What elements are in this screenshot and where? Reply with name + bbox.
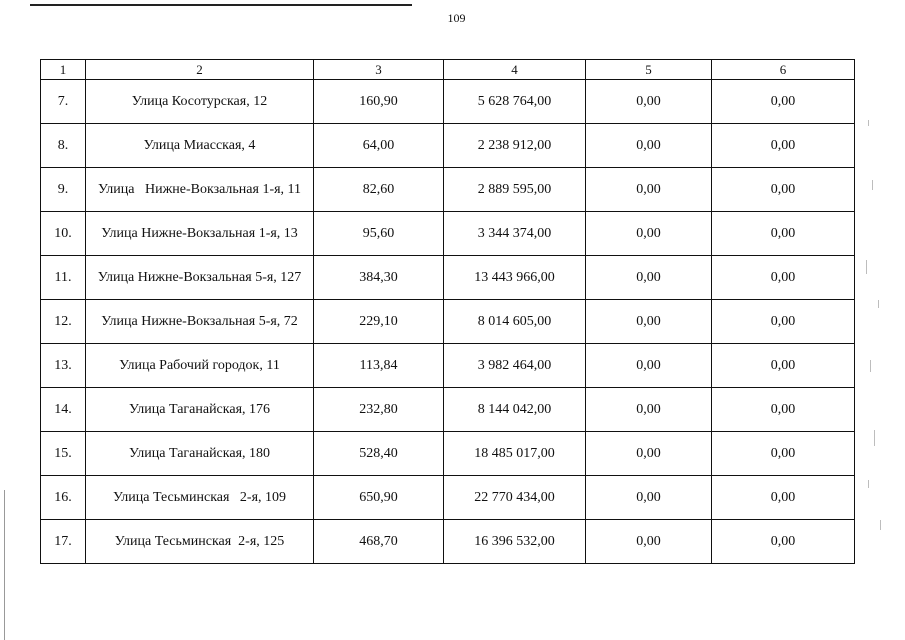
col6-cell: 0,00	[712, 168, 855, 212]
col5-cell: 0,00	[586, 520, 712, 564]
value-cell: 2 889 595,00	[444, 168, 586, 212]
table-row	[41, 124, 855, 168]
area-cell: 384,30	[314, 256, 444, 300]
value-cell: 8 144 042,00	[444, 388, 586, 432]
scan-mark	[874, 430, 875, 446]
scan-mark	[880, 520, 881, 530]
scan-mark	[868, 120, 869, 126]
value-cell: 13 443 966,00	[444, 256, 586, 300]
data-table	[40, 59, 855, 564]
area-cell: 229,10	[314, 300, 444, 344]
col6-cell: 0,00	[712, 344, 855, 388]
address-cell: Улица Рабочий городок, 11	[86, 344, 314, 388]
address-cell: Улица Нижне-Вокзальная 1-я, 13	[86, 212, 314, 256]
table-body	[41, 80, 855, 564]
header-row	[41, 60, 855, 80]
table-row	[41, 168, 855, 212]
col5-cell: 0,00	[586, 124, 712, 168]
address-cell: Улица Тесьминская 2-я, 109	[86, 476, 314, 520]
col5-cell: 0,00	[586, 80, 712, 124]
area-cell: 468,70	[314, 520, 444, 564]
row-number-cell: 8.	[41, 124, 86, 168]
area-cell: 160,90	[314, 80, 444, 124]
column-header: 3	[314, 60, 444, 80]
address-cell: Улица Миасская, 4	[86, 124, 314, 168]
area-cell: 95,60	[314, 212, 444, 256]
value-cell: 18 485 017,00	[444, 432, 586, 476]
address-cell: Улица Нижне-Вокзальная 5-я, 72	[86, 300, 314, 344]
value-cell: 8 014 605,00	[444, 300, 586, 344]
area-cell: 232,80	[314, 388, 444, 432]
col6-cell: 0,00	[712, 520, 855, 564]
table-row	[41, 212, 855, 256]
row-number-cell: 10.	[41, 212, 86, 256]
address-cell: Улица Косотурская, 12	[86, 80, 314, 124]
column-header: 1	[41, 60, 86, 80]
col6-cell: 0,00	[712, 432, 855, 476]
scan-mark	[868, 480, 869, 488]
address-cell: Улица Нижне-Вокзальная 5-я, 127	[86, 256, 314, 300]
scan-mark	[866, 260, 867, 274]
col5-cell: 0,00	[586, 212, 712, 256]
col5-cell: 0,00	[586, 300, 712, 344]
table-row	[41, 80, 855, 124]
col5-cell: 0,00	[586, 388, 712, 432]
area-cell: 650,90	[314, 476, 444, 520]
table-row	[41, 476, 855, 520]
row-number-cell: 9.	[41, 168, 86, 212]
col6-cell: 0,00	[712, 212, 855, 256]
column-header: 4	[444, 60, 586, 80]
table-row	[41, 520, 855, 564]
value-cell: 3 344 374,00	[444, 212, 586, 256]
table-row	[41, 388, 855, 432]
value-cell: 22 770 434,00	[444, 476, 586, 520]
row-number-cell: 17.	[41, 520, 86, 564]
column-header: 6	[712, 60, 855, 80]
row-number-cell: 15.	[41, 432, 86, 476]
value-cell: 5 628 764,00	[444, 80, 586, 124]
row-number-cell: 7.	[41, 80, 86, 124]
row-number-cell: 16.	[41, 476, 86, 520]
value-cell: 3 982 464,00	[444, 344, 586, 388]
table-row	[41, 432, 855, 476]
scan-mark	[878, 300, 879, 308]
col6-cell: 0,00	[712, 476, 855, 520]
row-number-cell: 11.	[41, 256, 86, 300]
scan-mark	[870, 360, 871, 372]
col5-cell: 0,00	[586, 432, 712, 476]
col5-cell: 0,00	[586, 168, 712, 212]
row-number-cell: 13.	[41, 344, 86, 388]
area-cell: 528,40	[314, 432, 444, 476]
col6-cell: 0,00	[712, 388, 855, 432]
table-row	[41, 344, 855, 388]
row-number-cell: 14.	[41, 388, 86, 432]
left-border-line	[4, 490, 5, 640]
address-cell: Улица Нижне-Вокзальная 1-я, 11	[86, 168, 314, 212]
scan-mark	[872, 180, 873, 190]
area-cell: 64,00	[314, 124, 444, 168]
column-header: 5	[586, 60, 712, 80]
address-cell: Улица Таганайская, 176	[86, 388, 314, 432]
value-cell: 2 238 912,00	[444, 124, 586, 168]
table-row	[41, 256, 855, 300]
area-cell: 82,60	[314, 168, 444, 212]
col5-cell: 0,00	[586, 344, 712, 388]
col6-cell: 0,00	[712, 300, 855, 344]
col5-cell: 0,00	[586, 476, 712, 520]
value-cell: 16 396 532,00	[444, 520, 586, 564]
col6-cell: 0,00	[712, 80, 855, 124]
col5-cell: 0,00	[586, 256, 712, 300]
col6-cell: 0,00	[712, 124, 855, 168]
address-cell: Улица Таганайская, 180	[86, 432, 314, 476]
page-number: 109	[447, 11, 466, 25]
col6-cell: 0,00	[712, 256, 855, 300]
column-header: 2	[86, 60, 314, 80]
row-number-cell: 12.	[41, 300, 86, 344]
area-cell: 113,84	[314, 344, 444, 388]
address-cell: Улица Тесьминская 2-я, 125	[86, 520, 314, 564]
top-border-line	[30, 4, 412, 6]
table-row	[41, 300, 855, 344]
